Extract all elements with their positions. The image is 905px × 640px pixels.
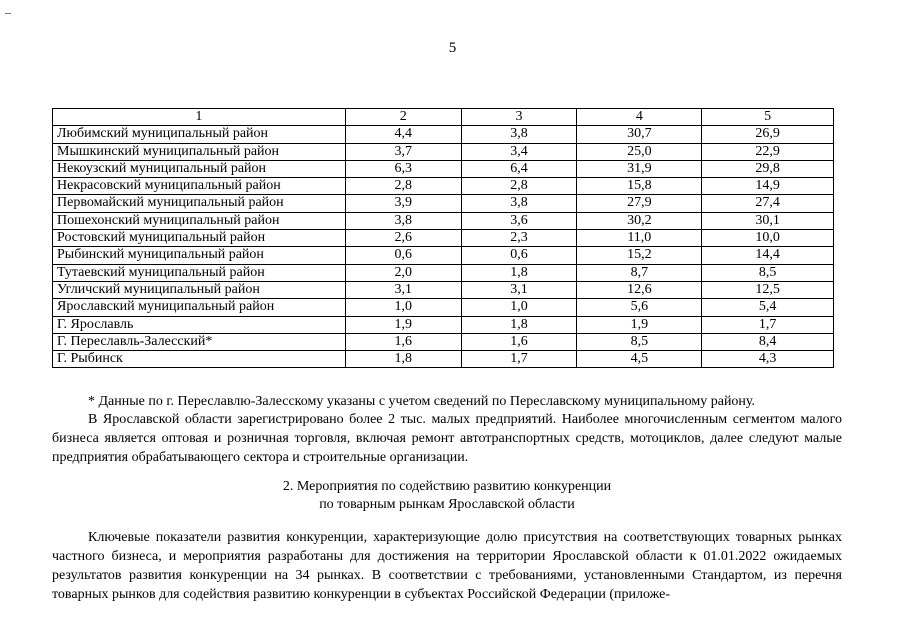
header-cell: 4 <box>577 109 702 126</box>
value-cell: 8,5 <box>577 333 702 350</box>
value-cell: 1,9 <box>577 316 702 333</box>
value-cell: 5,4 <box>702 299 834 316</box>
table-row <box>53 316 834 333</box>
district-name-cell: Тутаевский муниципальный район <box>53 264 346 281</box>
value-cell: 8,5 <box>702 264 834 281</box>
value-cell: 1,0 <box>345 299 461 316</box>
value-cell: 3,7 <box>345 143 461 160</box>
value-cell: 2,6 <box>345 230 461 247</box>
value-cell: 30,2 <box>577 212 702 229</box>
value-cell: 6,3 <box>345 160 461 177</box>
value-cell: 22,9 <box>702 143 834 160</box>
statistics-table <box>52 108 834 368</box>
value-cell: 0,6 <box>461 247 577 264</box>
table-row <box>53 299 834 316</box>
corner-mark <box>5 13 11 14</box>
value-cell: 1,6 <box>345 333 461 350</box>
table-row <box>53 178 834 195</box>
value-cell: 1,7 <box>702 316 834 333</box>
header-cell: 5 <box>702 109 834 126</box>
value-cell: 3,6 <box>461 212 577 229</box>
table-row <box>53 212 834 229</box>
value-cell: 27,4 <box>702 195 834 212</box>
value-cell: 1,8 <box>461 316 577 333</box>
table-row <box>53 143 834 160</box>
paragraph-small-business <box>52 410 842 467</box>
paragraph-competition <box>52 528 842 604</box>
value-cell: 3,4 <box>461 143 577 160</box>
footnote-text: * Данные по г. Переславлю-Залесскому указаны с учетом сведений по Переславскому муниципальному району. <box>88 394 756 409</box>
value-cell: 12,5 <box>702 281 834 298</box>
section-heading-line1: 2. Мероприятия по содействию развитию конкуренции <box>282 479 612 494</box>
district-name-cell: Некрасовский муниципальный район <box>53 178 346 195</box>
value-cell: 2,3 <box>461 230 577 247</box>
district-name-cell: Любимский муниципальный район <box>53 126 346 143</box>
paragraph-text: В Ярославской области зарегистрировано более 2 тыс. малых предприятий. Наиболее многочисленным сегментом малого бизнеса является оптовая и розничная торговля, включая ремонт автотранспортных средств, мотоциклов, далее следуют малые предприятия обрабатывающего сектора и строительные организации. <box>52 412 842 465</box>
table-row <box>53 264 834 281</box>
value-cell: 2,8 <box>345 178 461 195</box>
district-name-cell: Г. Переславль-Залесский* <box>53 333 346 350</box>
district-name-cell: Рыбинский муниципальный район <box>53 247 346 264</box>
district-name-cell: Г. Ярославль <box>53 316 346 333</box>
value-cell: 31,9 <box>577 160 702 177</box>
value-cell: 30,7 <box>577 126 702 143</box>
value-cell: 4,4 <box>345 126 461 143</box>
value-cell: 4,5 <box>577 351 702 368</box>
value-cell: 2,0 <box>345 264 461 281</box>
table-row <box>53 160 834 177</box>
value-cell: 15,8 <box>577 178 702 195</box>
value-cell: 1,8 <box>461 264 577 281</box>
header-cell: 2 <box>345 109 461 126</box>
value-cell: 14,9 <box>702 178 834 195</box>
value-cell: 2,8 <box>461 178 577 195</box>
header-cell: 1 <box>53 109 346 126</box>
table-row <box>53 247 834 264</box>
table-row <box>53 281 834 298</box>
header-cell: 3 <box>461 109 577 126</box>
value-cell: 3,1 <box>461 281 577 298</box>
value-cell: 25,0 <box>577 143 702 160</box>
value-cell: 4,3 <box>702 351 834 368</box>
district-name-cell: Первомайский муниципальный район <box>53 195 346 212</box>
value-cell: 26,9 <box>702 126 834 143</box>
value-cell: 10,0 <box>702 230 834 247</box>
value-cell: 1,9 <box>345 316 461 333</box>
value-cell: 1,8 <box>345 351 461 368</box>
section-heading <box>52 478 842 514</box>
district-name-cell: Пошехонский муниципальный район <box>53 212 346 229</box>
value-cell: 14,4 <box>702 247 834 264</box>
page-number: 5 <box>448 40 457 56</box>
district-name-cell: Ярославский муниципальный район <box>53 299 346 316</box>
value-cell: 3,8 <box>345 212 461 229</box>
table-header-row <box>53 109 834 126</box>
table-row <box>53 126 834 143</box>
table-row <box>53 230 834 247</box>
paragraph-text: Ключевые показатели развития конкуренции, характеризующие долю присутствия на соответствующих товарных рынках частного бизнеса, и мероприятия разработаны для достижения на территории Ярославской области к 01.01.2022 ожидаемых результатов развития конкуренции на 34 рынках. В соответствии с требованиями, установленными Стандартом, из перечня товарных рынков для содействия развитию конкуренции в субъектах Российской Федерации (приложе- <box>52 530 842 602</box>
value-cell: 1,6 <box>461 333 577 350</box>
section-heading-line2: по товарным рынкам Ярославской области <box>319 497 575 512</box>
value-cell: 1,0 <box>461 299 577 316</box>
value-cell: 8,4 <box>702 333 834 350</box>
district-name-cell: Угличский муниципальный район <box>53 281 346 298</box>
value-cell: 8,7 <box>577 264 702 281</box>
table-body <box>53 109 834 368</box>
value-cell: 12,6 <box>577 281 702 298</box>
value-cell: 3,8 <box>461 126 577 143</box>
value-cell: 3,8 <box>461 195 577 212</box>
value-cell: 6,4 <box>461 160 577 177</box>
table-row <box>53 333 834 350</box>
district-name-cell: Г. Рыбинск <box>53 351 346 368</box>
footnote <box>52 392 842 411</box>
value-cell: 1,7 <box>461 351 577 368</box>
value-cell: 3,1 <box>345 281 461 298</box>
district-name-cell: Ростовский муниципальный район <box>53 230 346 247</box>
value-cell: 30,1 <box>702 212 834 229</box>
district-name-cell: Некоузский муниципальный район <box>53 160 346 177</box>
value-cell: 3,9 <box>345 195 461 212</box>
value-cell: 5,6 <box>577 299 702 316</box>
table-row <box>53 195 834 212</box>
value-cell: 29,8 <box>702 160 834 177</box>
value-cell: 11,0 <box>577 230 702 247</box>
district-name-cell: Мышкинский муниципальный район <box>53 143 346 160</box>
table-row <box>53 351 834 368</box>
value-cell: 0,6 <box>345 247 461 264</box>
value-cell: 27,9 <box>577 195 702 212</box>
value-cell: 15,2 <box>577 247 702 264</box>
